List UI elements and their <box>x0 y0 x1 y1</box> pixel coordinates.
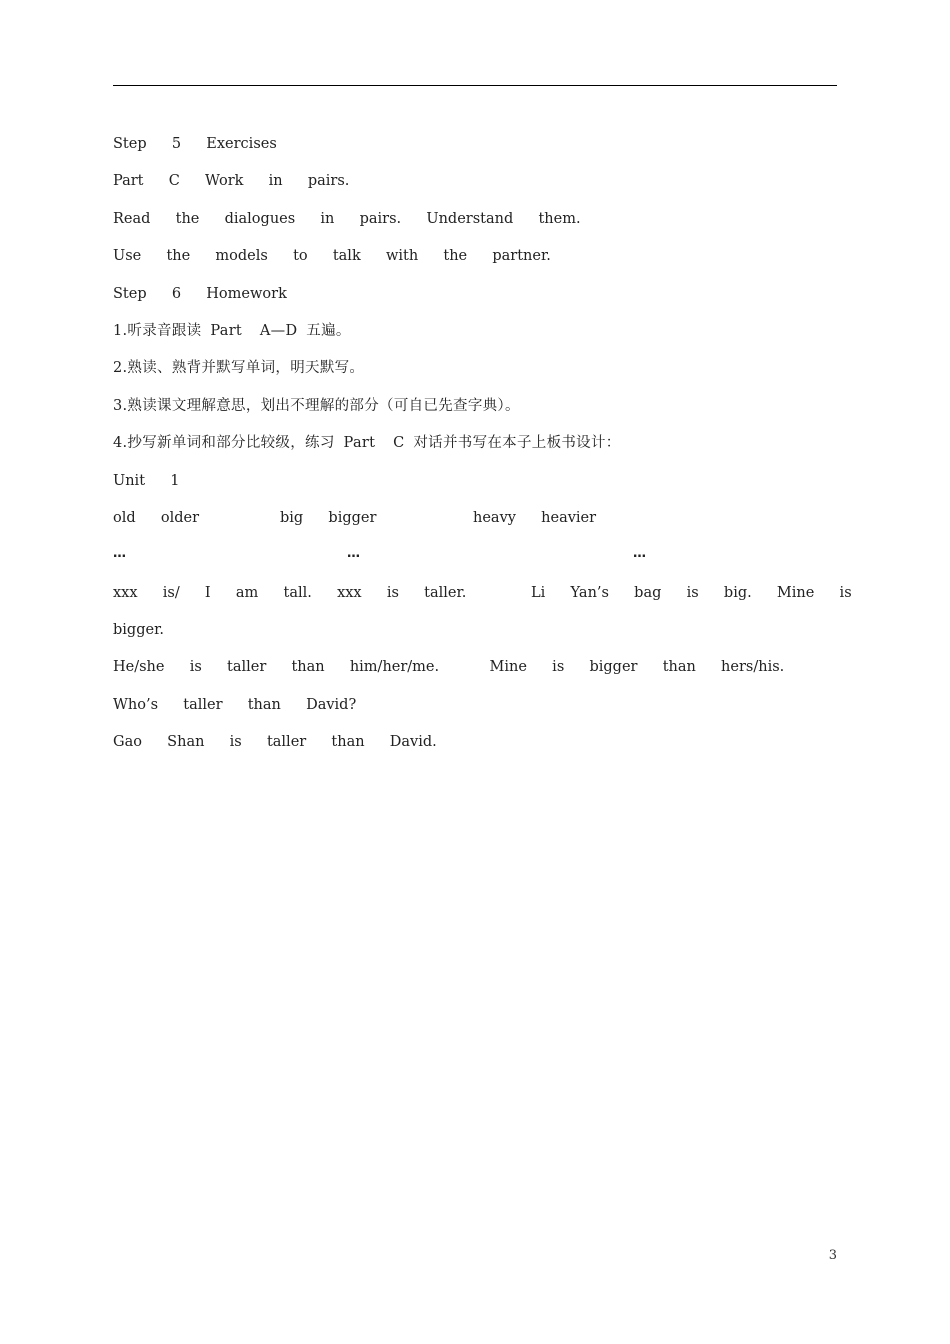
use-line: Use the models to talk with the partner. <box>113 248 551 265</box>
ellipsis-1: … <box>113 546 126 562</box>
sentence-bigger-continued: bigger. <box>113 622 165 639</box>
homework-item-3: 3.熟读课文理解意思，划出不理解的部分（可自已先查字典）。 <box>113 397 520 414</box>
unit-title: Unit 1 <box>113 472 180 489</box>
step6-heading: Step 6 Homework <box>113 285 287 302</box>
sentence-taller-than: He/she is taller than him/her/me. Mine is bigger than hers/his. <box>113 659 785 676</box>
homework-item-2: 2.熟读、熟背并默写单词，明天默写。 <box>113 360 365 377</box>
question-who-taller: Who’s taller than David? <box>113 696 357 713</box>
read-line: Read the dialogues in pairs. Understand them. <box>113 210 581 227</box>
word-pairs-row <box>113 500 837 537</box>
partc-line: Part C Work in pairs. <box>113 173 350 190</box>
step5-heading: Step 5 Exercises <box>113 136 277 152</box>
document-body <box>113 126 852 762</box>
sentence-tall-taller: xxx is/ I am tall. xxx is taller. <box>113 584 467 601</box>
word-pair-big: big bigger <box>280 509 377 526</box>
homework-item-4: 4.抄写新单词和部分比较级，练习 Part C 对话并书写在本子上板书设计： <box>113 435 621 452</box>
page-number: 3 <box>828 1248 837 1263</box>
ellipsis-2: … <box>347 546 360 562</box>
answer-gao-shan: Gao Shan is taller than David. <box>113 734 437 751</box>
header-rule <box>113 85 837 86</box>
ellipsis-row <box>113 537 837 574</box>
homework-item-1: 1.听录音跟读 Part A—D 五遍。 <box>113 322 351 339</box>
word-pair-old: old older <box>113 509 200 526</box>
sentence-bag-big: Li Yan’s bag is big. Mine is <box>531 584 852 601</box>
word-pair-heavy: heavy heavier <box>473 509 597 526</box>
sentence-row-1 <box>113 575 852 612</box>
ellipsis-3: … <box>633 546 646 562</box>
